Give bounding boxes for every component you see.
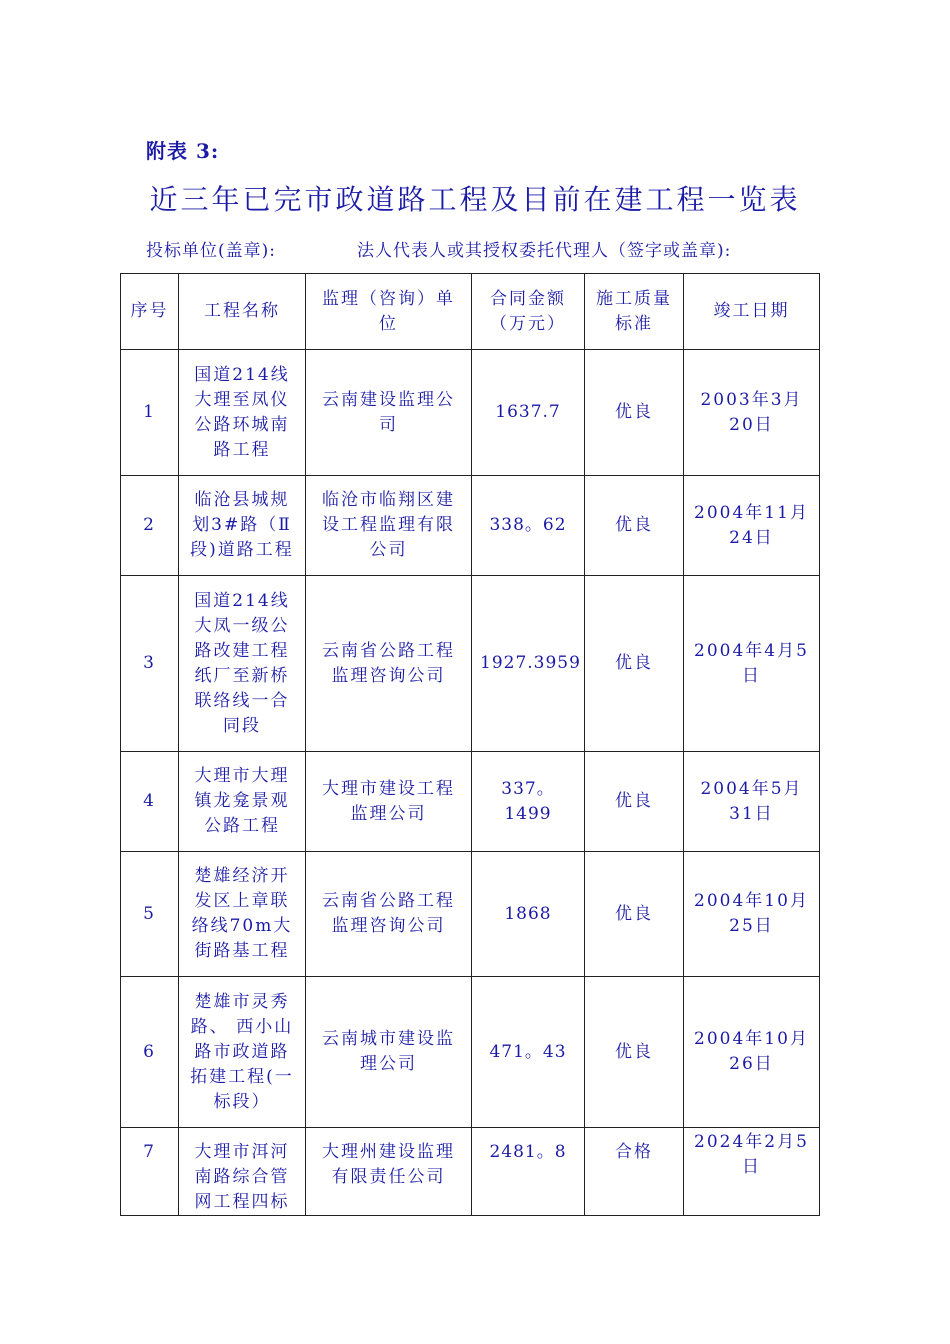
- cell-amount: 1868: [472, 852, 585, 977]
- table-row: [121, 977, 820, 1128]
- cell-no: 4: [121, 752, 179, 852]
- cell-no: 7: [121, 1128, 179, 1216]
- cell-date: 2004年5月31日: [684, 752, 820, 852]
- cell-quality: 优良: [585, 576, 684, 752]
- cell-quality: 优良: [585, 752, 684, 852]
- cell-supervisor: 云南省公路工程监理咨询公司: [306, 576, 472, 752]
- cell-no: 3: [121, 576, 179, 752]
- page-title: 近三年已完市政道路工程及目前在建工程一览表: [149, 183, 801, 216]
- cell-supervisor: 云南建设监理公司: [306, 350, 472, 476]
- header-date: 竣工日期: [684, 274, 820, 350]
- cell-quality: 优良: [585, 977, 684, 1128]
- bidder-label: 投标单位(盖章):: [146, 241, 276, 261]
- cell-quality: 优良: [585, 476, 684, 576]
- header-amount: 合同金额（万元）: [472, 274, 585, 350]
- table-row: [121, 350, 820, 476]
- cell-date: 2004年4月5日: [684, 576, 820, 752]
- representative-label: 法人代表人或其授权委托代理人（签字或盖章):: [357, 241, 732, 261]
- cell-quality: 优良: [585, 852, 684, 977]
- cell-amount: 337。1499: [472, 752, 585, 852]
- cell-supervisor: 大理市建设工程监理公司: [306, 752, 472, 852]
- cell-date: 2004年10月25日: [684, 852, 820, 977]
- cell-date: 2003年3月20日: [684, 350, 820, 476]
- table-row: [121, 1128, 820, 1216]
- header-no: 序号: [121, 274, 179, 350]
- table-row: [121, 752, 820, 852]
- cell-name: 楚雄市灵秀路、 西小山路市政道路拓建工程(一标段）: [179, 977, 306, 1128]
- cell-no: 6: [121, 977, 179, 1128]
- header-quality: 施工质量标准: [585, 274, 684, 350]
- cell-quality: 合格: [585, 1128, 684, 1216]
- table-row: [121, 476, 820, 576]
- cell-name: 国道214线大理至凤仪公路环城南路工程: [179, 350, 306, 476]
- cell-supervisor: 云南省公路工程监理咨询公司: [306, 852, 472, 977]
- cell-amount: 1927.3959: [472, 576, 585, 752]
- project-table: [120, 273, 820, 1216]
- cell-amount: 338。62: [472, 476, 585, 576]
- cell-amount: 471。43: [472, 977, 585, 1128]
- header-name: 工程名称: [179, 274, 306, 350]
- cell-supervisor: 云南城市建设监理公司: [306, 977, 472, 1128]
- cell-date: 2004年10月26日: [684, 977, 820, 1128]
- cell-amount: 2481。8: [472, 1128, 585, 1216]
- cell-name: 大理市大理镇龙龛景观公路工程: [179, 752, 306, 852]
- cell-name: 临沧县城规划3#路（Ⅱ段)道路工程: [179, 476, 306, 576]
- cell-no: 2: [121, 476, 179, 576]
- cell-amount: 1637.7: [472, 350, 585, 476]
- cell-quality: 优良: [585, 350, 684, 476]
- cell-supervisor: 大理州建设监理有限责任公司: [306, 1128, 472, 1216]
- cell-name: 大理市洱河南路综合管网工程四标: [179, 1128, 306, 1216]
- cell-no: 1: [121, 350, 179, 476]
- cell-supervisor: 临沧市临翔区建设工程监理有限公司: [306, 476, 472, 576]
- table-row: [121, 852, 820, 977]
- cell-no: 5: [121, 852, 179, 977]
- appendix-label: 附表 3:: [146, 139, 220, 163]
- cell-date: 2024年2月5日: [684, 1128, 820, 1216]
- cell-name: 国道214线大凤一级公路改建工程纸厂至新桥联络线一合同段: [179, 576, 306, 752]
- cell-date: 2004年11月24日: [684, 476, 820, 576]
- header-supervisor: 监理（咨询）单位: [306, 274, 472, 350]
- table-header-row: [121, 274, 820, 350]
- table-row: [121, 576, 820, 752]
- cell-name: 楚雄经济开发区上章联络线70m大街路基工程: [179, 852, 306, 977]
